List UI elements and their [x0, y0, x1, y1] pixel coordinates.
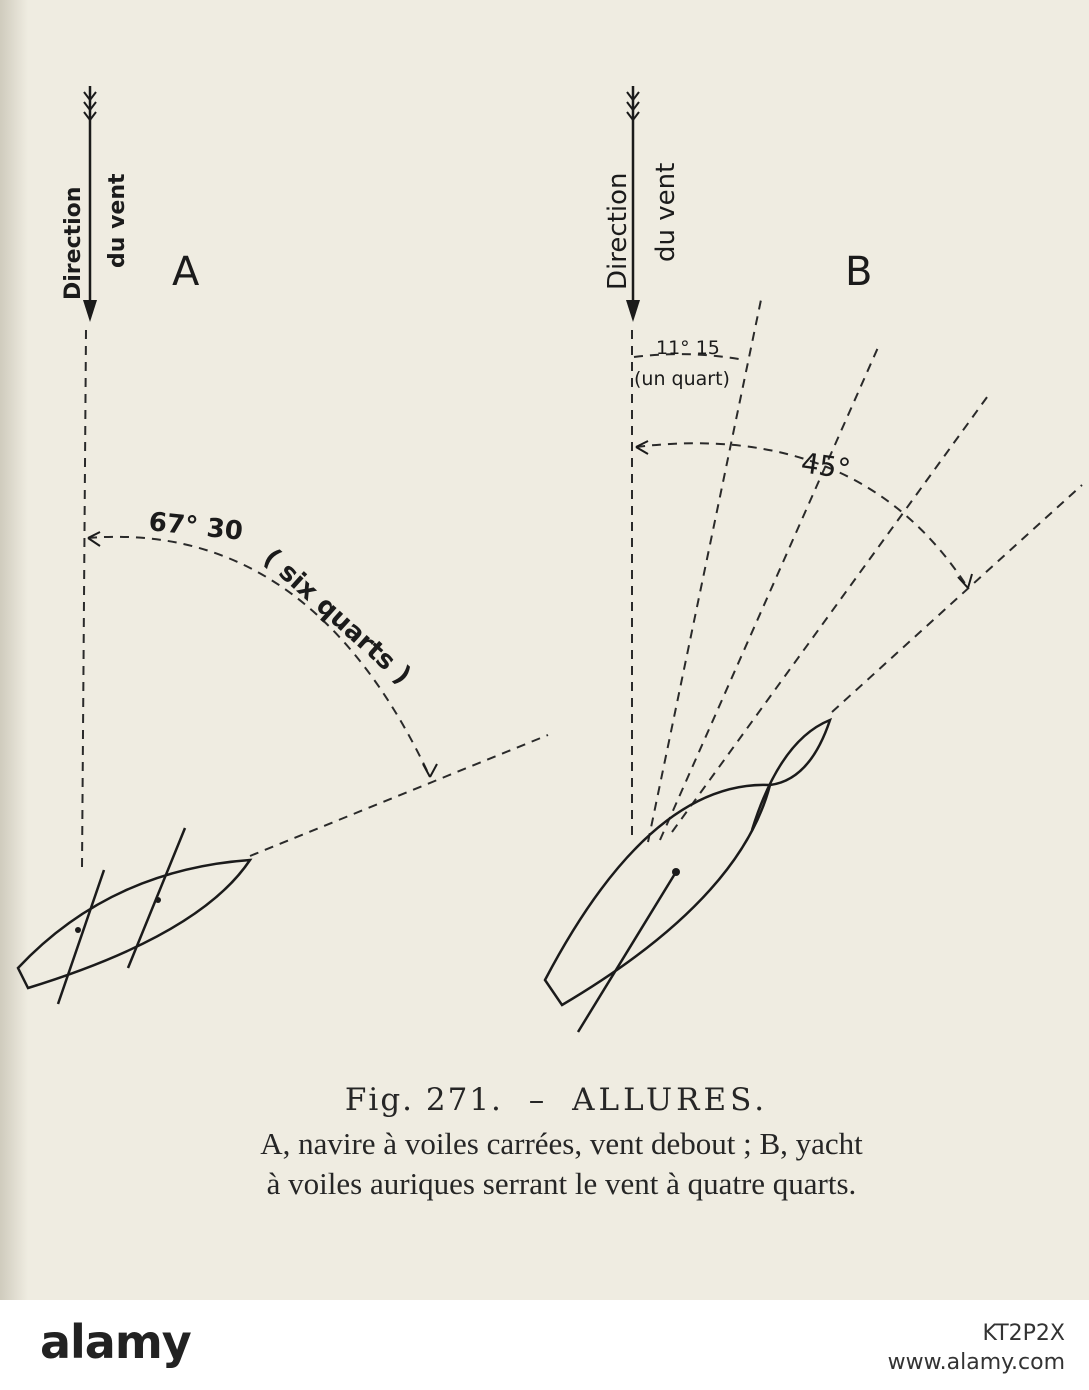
course-line-a: [250, 735, 548, 856]
wind-direction-sublabel-b: du vent: [651, 162, 681, 262]
angle-note-a: ( six quarts ): [257, 542, 417, 691]
ship-a: [18, 828, 250, 1004]
panel-b-letter: B: [845, 249, 873, 295]
panel-b: [545, 86, 1082, 1032]
alamy-logo: alamy: [40, 1315, 191, 1369]
caption-line-1: A, navire à voiles carrées, vent debout ; B, yacht: [260, 1126, 863, 1161]
figure-heading: ALLURES.: [572, 1082, 769, 1118]
caption-line-2: à voiles auriques serrant le vent à quatre quarts.: [266, 1166, 857, 1201]
figure-dash: –: [528, 1082, 547, 1118]
small-angle-note-b: (un quart): [634, 368, 730, 390]
course-line-b-2: [660, 343, 880, 840]
figure-caption: [0, 1082, 1089, 1204]
stock-footer: [0, 1300, 1089, 1390]
small-angle-label-b: 11° 15: [656, 337, 720, 359]
ship-a-mast-1: [75, 927, 81, 933]
wind-reference-line-a: [82, 330, 86, 868]
wind-direction-label-a: Direction: [61, 186, 86, 300]
ship-a-yard-1: [58, 870, 104, 1004]
panel-a-letter: A: [172, 249, 200, 295]
image-id: KT2P2X: [982, 1321, 1065, 1346]
course-line-b-4: [832, 485, 1082, 712]
yacht-b-hull: [545, 785, 770, 1005]
yacht-b-mast: [672, 868, 680, 876]
wind-direction-label-b: Direction: [603, 172, 633, 290]
yacht-b-bowsprit-sail: [752, 720, 830, 830]
panel-a: [18, 86, 548, 1004]
site-url: www.alamy.com: [887, 1350, 1065, 1375]
ship-a-hull: [18, 860, 250, 988]
yacht-b: [545, 720, 830, 1032]
wind-direction-sublabel-a: du vent: [105, 173, 130, 268]
ship-a-mast-2: [155, 897, 161, 903]
yacht-b-boom: [578, 872, 676, 1032]
angle-label-a: 67° 30: [147, 507, 245, 547]
figure-title: [24, 1082, 1089, 1118]
large-angle-label-b: 45°: [799, 446, 853, 486]
figure-number: Fig. 271.: [344, 1082, 503, 1118]
